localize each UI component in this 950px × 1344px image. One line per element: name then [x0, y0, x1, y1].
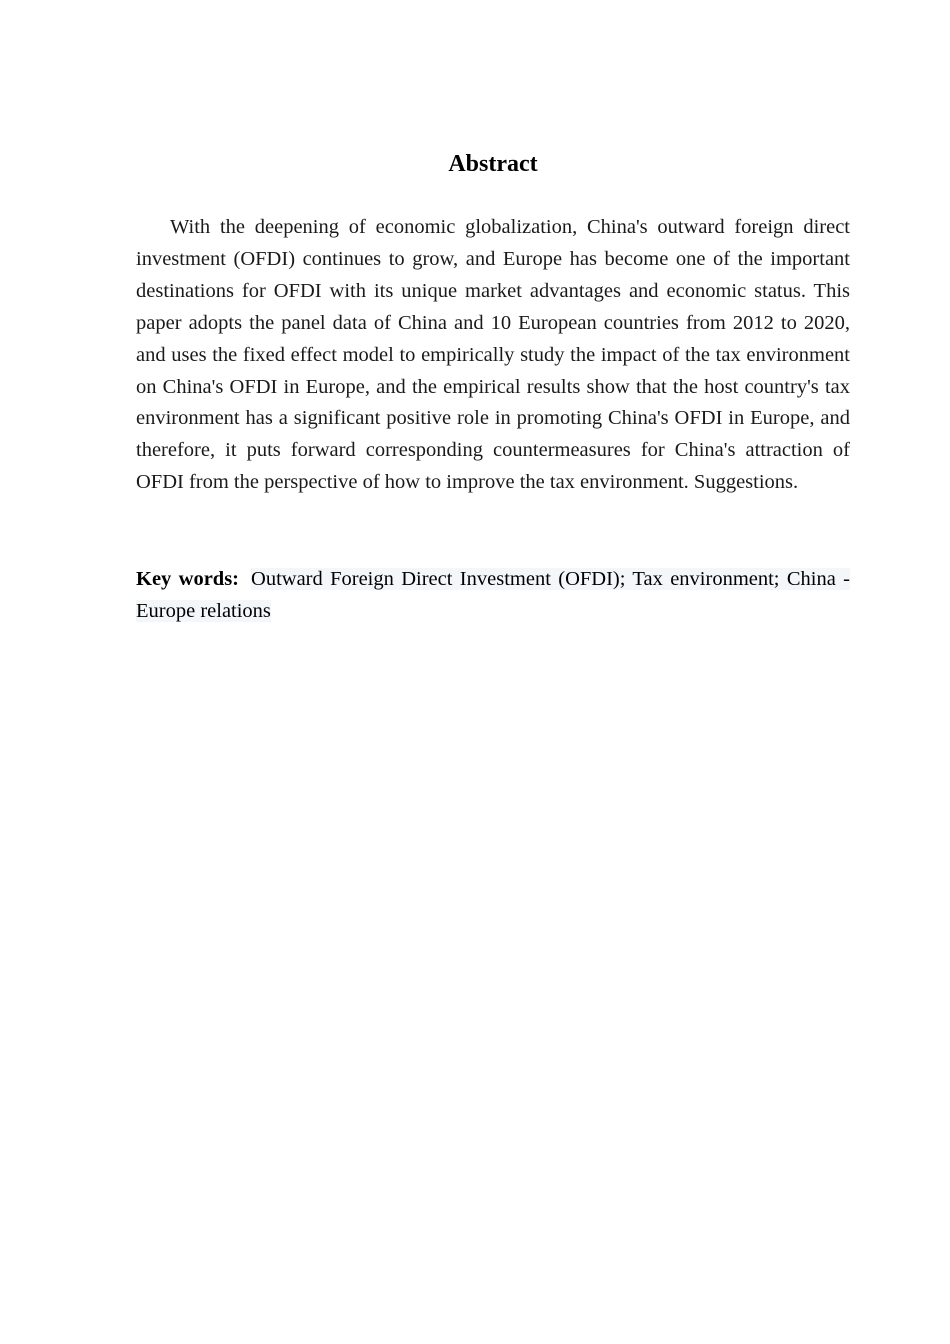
keywords-label: Key words: [136, 568, 240, 590]
keywords-text: Outward Foreign Direct Investment (OFDI); Tax environment; China - Europe relations [136, 568, 851, 622]
abstract-heading: Abstract [448, 151, 538, 177]
keywords-line [136, 563, 850, 627]
abstract-paragraph: With the deepening of economic globalization, China's outward foreign direct investment (OFDI) continues to grow, and Europe has become one of the important destinations for OFDI with its unique market advantages and economic status. This paper adopts the panel data of China and 10 European countries from 2012 to 2020, and uses the fixed effect model to empirically study the impact of the tax environment on China's OFDI in Europe, and the empirical results show that the host country's tax environment has a significant positive role in promoting China's OFDI in Europe, and therefore, it puts forward corresponding countermeasures for China's attraction of OFDI from the perspective of how to improve the tax environment. Suggestions. [136, 216, 850, 494]
